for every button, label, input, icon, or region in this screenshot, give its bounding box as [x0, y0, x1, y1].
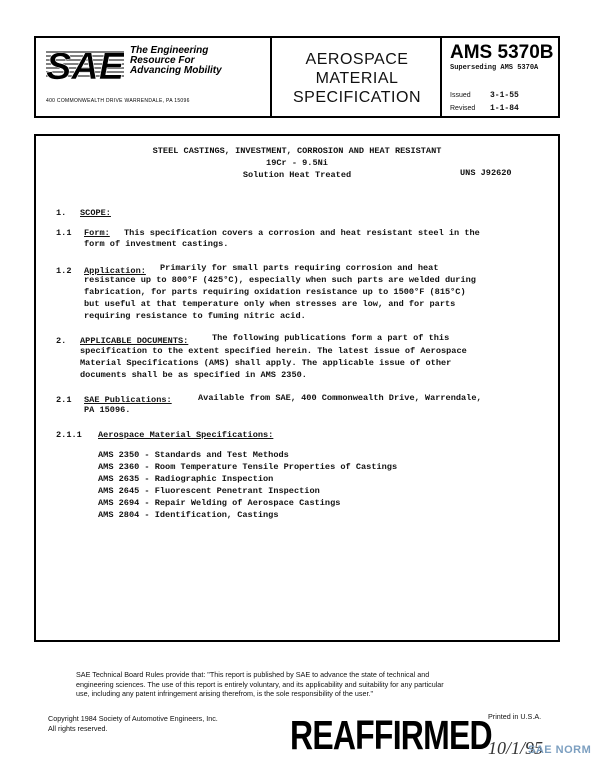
paragraph-line: fabrication, for parts requiring oxidation resistance up to 1500°F (815°C)	[84, 287, 466, 297]
paragraph-line: Available from SAE, 400 Commonwealth Drive, Warrendale,	[198, 393, 482, 403]
tagline: The Engineering Resource For Advancing Mobility	[130, 45, 222, 76]
section-heading-scope: SCOPE:	[80, 208, 111, 218]
paragraph-line: form of investment castings.	[84, 239, 229, 249]
revised-date: 1-1-84	[490, 104, 519, 113]
ams-list-item: AMS 2804 - Identification, Castings	[98, 510, 279, 520]
section-heading-applicable-documents: APPLICABLE DOCUMENTS:	[80, 336, 189, 346]
sae-address: 400 COMMONWEALTH DRIVE WARRENDALE, PA 15096	[46, 98, 190, 104]
issued-label: Issued	[450, 92, 471, 99]
paragraph-line: PA 15096.	[84, 405, 131, 415]
superseding: Superseding AMS 5370A	[450, 64, 539, 72]
spec-id-panel	[442, 38, 558, 116]
printed-in: Printed in U.S.A.	[488, 712, 542, 721]
section-number: 1.2	[56, 266, 72, 276]
title-line-3: Solution Heat Treated	[242, 170, 352, 180]
ams-list-item: AMS 2645 - Fluorescent Penetrant Inspection	[98, 486, 320, 496]
paragraph-line: documents shall be as specified in AMS 2350.	[80, 370, 307, 380]
spec-type-line: AEROSPACE	[305, 51, 409, 68]
paragraph-line: but useful at that temperature only when stresses are low, and for parts	[84, 299, 456, 309]
copyright: Copyright 1984 Society of Automotive Engineers, Inc.	[48, 714, 218, 723]
section-number: 2.1	[56, 395, 72, 405]
section-label-sae-publications: SAE Publications:	[84, 395, 172, 405]
sae-branding	[36, 38, 272, 116]
paragraph-line: Material Specifications (AMS) shall apply. The applicable issue of other	[80, 358, 452, 368]
spec-type	[272, 38, 442, 116]
spec-type-line: SPECIFICATION	[293, 89, 421, 106]
ams-list-item: AMS 2360 - Room Temperature Tensile Properties of Castings	[98, 462, 398, 472]
ams-list-item: AMS 2350 - Standards and Test Methods	[98, 450, 289, 460]
spec-type-line: MATERIAL	[315, 70, 399, 87]
paragraph-line: Primarily for small parts requiring corrosion and heat	[160, 263, 439, 273]
paragraph-line: The following publications form a part of this	[212, 333, 450, 343]
section-label-ams: Aerospace Material Specifications:	[98, 430, 274, 440]
logo-text: SAE	[46, 46, 124, 84]
paragraph-line: resistance up to 800°F (425°C), especially when such parts are welded during	[84, 275, 476, 285]
revised-label: Revised	[450, 105, 476, 112]
ams-list-item: AMS 2694 - Repair Welding of Aerospace Castings	[98, 498, 341, 508]
title-line-1: STEEL CASTINGS, INVESTMENT, CORROSION AND HEAT RESISTANT	[152, 146, 442, 156]
uns-number: UNS J92620	[460, 168, 512, 178]
section-number: 1.	[56, 208, 67, 218]
reaffirmed-stamp: REAFFIRMED	[290, 712, 492, 758]
section-number: 2.	[56, 336, 67, 346]
section-label-application: Application:	[84, 266, 146, 276]
specification-body	[34, 134, 560, 642]
rights-reserved: All rights reserved.	[48, 724, 108, 733]
sae-logo	[46, 44, 124, 84]
paragraph-line: requiring resistance to fuming nitric acid.	[84, 311, 306, 321]
stamp-date: 10/1/95	[488, 738, 544, 758]
section-number: 2.1.1	[56, 430, 82, 440]
paragraph-line: specification to the extent specified herein. The latest issue of Aerospace	[80, 346, 467, 356]
spec-number: AMS 5370B	[450, 42, 554, 63]
ams-list-item: AMS 2635 - Radiographic Inspection	[98, 474, 274, 484]
header-box	[34, 36, 560, 118]
paragraph-line: This specification covers a corrosion and heat resistant steel in the	[124, 228, 480, 238]
title-line-2: 19Cr - 9.5Ni	[266, 158, 328, 168]
sae-board-notice: SAE Technical Board Rules provide that: "This report is published by SAE to advance the state of technical and engineering sciences. The use of this report is entirely voluntary, and its applicability and suitability for any particular use, including any patent infringement arising therefrom, is the sole responsibility of the user."	[76, 670, 444, 698]
issued-date: 3-1-55	[490, 91, 519, 100]
section-number: 1.1	[56, 228, 72, 238]
section-label-form: Form:	[84, 228, 110, 238]
sae-norm-watermark: SAE NORM	[528, 744, 592, 756]
